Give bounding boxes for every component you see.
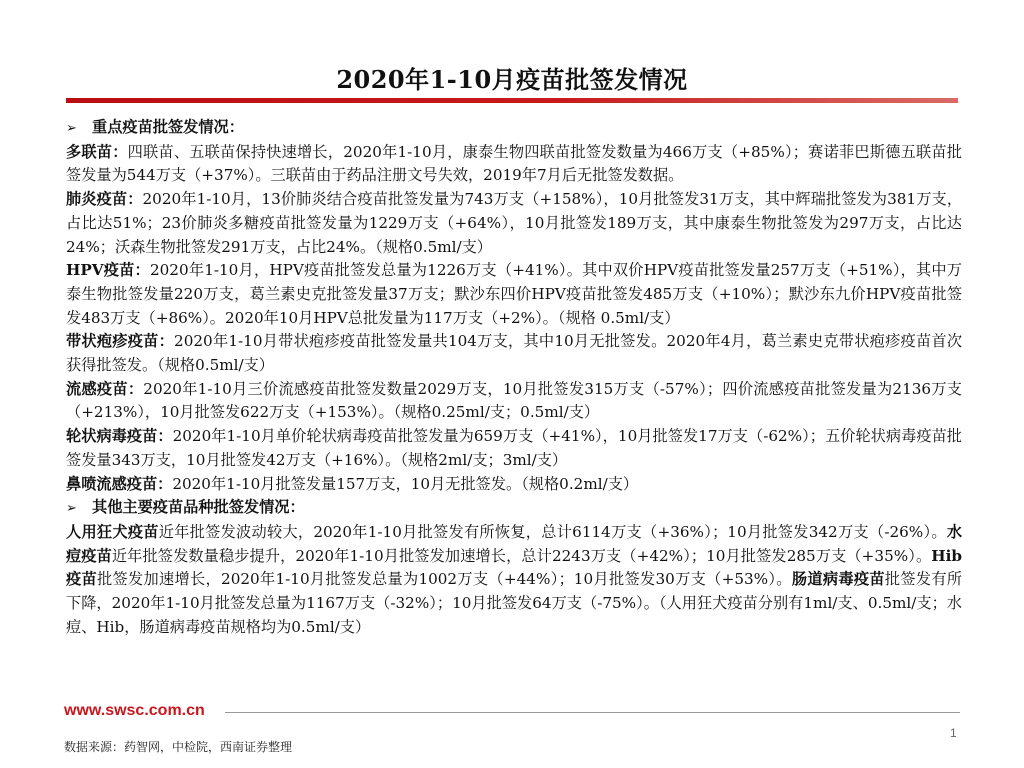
title-divider bbox=[66, 98, 958, 103]
footer-website-link[interactable]: www.swsc.com.cn bbox=[64, 702, 205, 719]
paragraph-herpes-zoster bbox=[66, 330, 962, 377]
item-name: 流感疫苗： bbox=[66, 379, 144, 398]
section-heading-key-label: 重点疫苗批签发情况： bbox=[92, 118, 244, 136]
item-text: 2020年1-10月带状疱疹疫苗批签发量共104万支，其中10月无批签发。2020年4月，葛兰素史克带状疱疹疫苗首次获得批签发。（规格0.5ml/支） bbox=[66, 332, 963, 375]
item-text: 2020年1-10月批签发量157万支，10月无批签发。（规格0.2ml/支） bbox=[172, 474, 639, 493]
paragraph-other-vaccines bbox=[66, 521, 962, 640]
paragraph-pneumonia bbox=[66, 188, 962, 259]
item-name: 轮状病毒疫苗： bbox=[66, 427, 173, 446]
item-name: 鼻喷流感疫苗： bbox=[66, 474, 173, 493]
paragraph-multivalent bbox=[66, 141, 962, 188]
page-number: 1 bbox=[950, 726, 957, 740]
item-text: 2020年1-10月，13价肺炎结合疫苗批签发量为743万支（+158%），10月批签发31万支，其中辉瑞批签发为381万支，占比达51%；23价肺炎多糖疫苗批签发量为1229万支（+64%），10月批签发189万支，其中康泰生物批签发为297万支，占比达24%；沃森生物批签发291万支，占比24%。（规格0.5ml/支） bbox=[66, 190, 963, 256]
paragraph-rotavirus bbox=[66, 425, 962, 472]
arrow-bullet-icon: ➢ bbox=[66, 121, 77, 136]
vaccine-name: 水痘疫苗 bbox=[66, 522, 963, 565]
vaccine-name: Hib疫苗 bbox=[66, 546, 963, 589]
section-heading-key bbox=[66, 116, 962, 141]
item-name: 多联苗： bbox=[66, 142, 128, 161]
item-text: 2020年1-10月三价流感疫苗批签发数量2029万支，10月批签发315万支（-57%）；四价流感疫苗批签发量为2136万支（+213%），10月批签发622万支（+153%）。（规格0.25ml/支；0.5ml/支） bbox=[66, 379, 962, 422]
vaccine-text: 近年批签发数量稳步提升，2020年1-10月批签发加速增长，总计2243万支（+42%）；10月批签发285万支（+35%）。 bbox=[111, 546, 932, 565]
item-text: 2020年1-10月单价轮状病毒疫苗批签发量为659万支（+41%），10月批签发17万支（-62%）；五价轮状病毒疫苗批签发量343万支，10月批签发42万支（+16%）。（规格2ml/支；3ml/支） bbox=[66, 427, 962, 469]
item-name: 带状疱疹疫苗： bbox=[66, 332, 175, 351]
paragraph-nasal-flu bbox=[66, 473, 962, 497]
data-source-note: 数据来源：药智网，中检院，西南证券整理 bbox=[64, 740, 293, 754]
arrow-bullet-icon: ➢ bbox=[66, 501, 77, 517]
item-text: 四联苗、五联苗保持快速增长，2020年1-10月，康泰生物四联苗批签发数量为466万支（+85%）；赛诺菲巴斯德五联苗批签发量为544万支（+37%）。三联苗由于药品注册文号失效，2019年7月后无批签发数据。 bbox=[66, 142, 962, 185]
vaccine-text: 批签发加速增长，2020年1-10月批签发总量为1002万支（+44%）；10月批签发30万支（+53%）。 bbox=[97, 570, 792, 589]
main-content bbox=[66, 116, 962, 639]
paragraph-influenza bbox=[66, 378, 962, 425]
section-heading-other-label: 其他主要疫苗品种批签发情况： bbox=[92, 498, 305, 517]
item-name: HPV疫苗： bbox=[66, 261, 150, 280]
vaccine-text: 批签发有所下降，2020年1-10月批签发总量为1167万支（-32%）；10月批签发64万支（-75%）。（人用狂犬疫苗分别有1ml/支、0.5ml/支；水痘、Hib，肠道病毒疫苗规格均为0.5ml/支） bbox=[66, 570, 963, 636]
paragraph-hpv bbox=[66, 259, 962, 330]
item-name: 肺炎疫苗： bbox=[66, 190, 143, 209]
vaccine-name: 肠道病毒疫苗 bbox=[791, 570, 885, 589]
vaccine-text: 近年批签发波动较大，2020年1-10月批签发有所恢复，总计6114万支（+36%）；10月批签发342万支（-26%）。 bbox=[158, 522, 947, 541]
item-text: 2020年1-10月，HPV疫苗批签发总量为1226万支（+41%）。其中双价HPV疫苗批签发量257万支（+51%），其中万泰生物批签发量220万支，葛兰素史克批签发量37万支；默沙东四价HPV疫苗批签发485万支（+10%）；默沙东九价HPV疫苗批签发483万支（+86%）。2020年10月HPV总批发量为117万支（+2%）。（规格 0.5ml/支） bbox=[66, 261, 963, 327]
vaccine-name: 人用狂犬疫苗 bbox=[66, 522, 159, 541]
section-heading-other bbox=[66, 496, 962, 521]
page-title: 2020年1-10月疫苗批签发情况 bbox=[336, 65, 688, 94]
footer-divider bbox=[225, 712, 960, 713]
